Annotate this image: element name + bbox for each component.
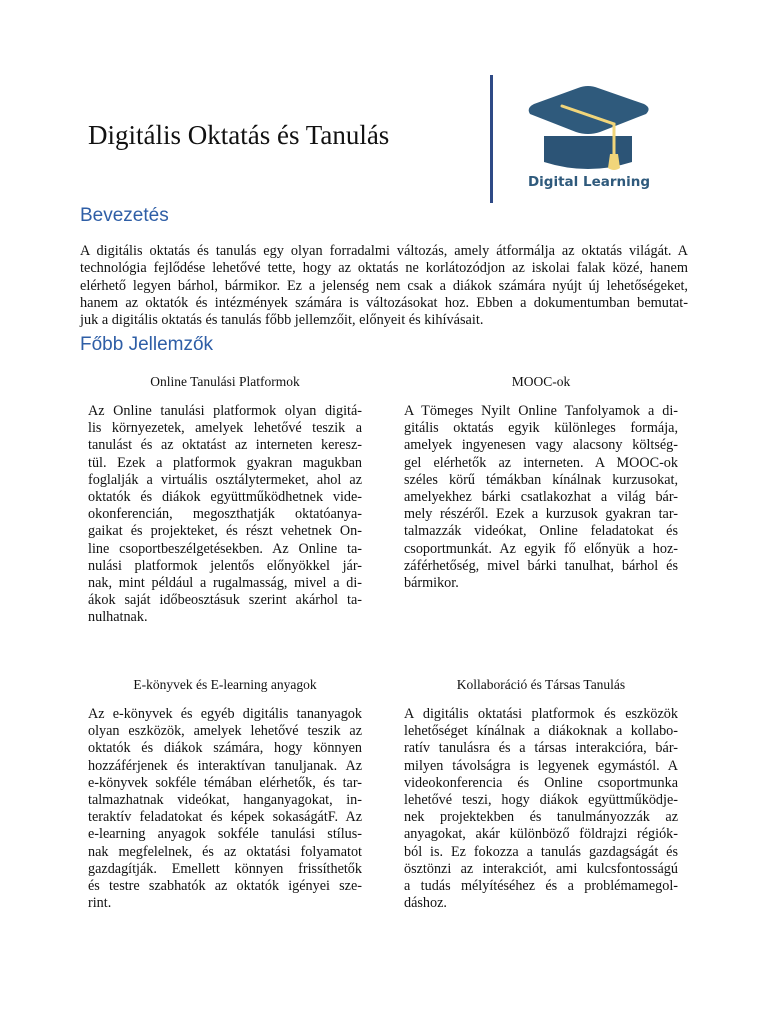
- feature-column: [404, 373, 678, 592]
- text-line: amelyek ingyenesen vagy alacsony költség-: [404, 437, 678, 454]
- text-line: nak, mint például a rugalmasság, mivel a di-: [88, 575, 362, 592]
- text-line: lehetővé teszi, hogy diákok együttműködje-: [404, 792, 678, 809]
- text-line: olyan eszközök, amelyek lehetővé teszik az: [88, 723, 362, 740]
- feature-text: [404, 403, 678, 592]
- text-line: nulhatnak.: [88, 609, 148, 626]
- text-line: tanulást és az oktatást az interneten keresz-: [88, 437, 362, 454]
- text-line: lehetőséget kínálnak a diákoknak a kollabo-: [404, 723, 678, 740]
- text-line: lis környezetek, amelyek lehetővé teszik a: [88, 420, 362, 437]
- text-line: okonferencián, megoszthatják oktatóanya-: [88, 506, 362, 523]
- feature-text: [88, 403, 362, 627]
- text-line: foglalják a virtuális osztálytermeket, ahol az: [88, 471, 362, 488]
- text-line: ösztönzi az interakciót, ami kulcsfontosságú: [404, 860, 678, 877]
- feature-text: [404, 706, 678, 912]
- text-line: talmazhatnak videókat, hanganyagokat, in-: [88, 792, 362, 809]
- text-line: dáshoz.: [404, 895, 447, 912]
- feature-column: [88, 373, 362, 627]
- text-line: line csoportbeszélgetésekben. Az Online ta-: [88, 540, 362, 557]
- text-line: elérhető legyen bárhol, bármikor. Ez a jelenség nem csak a diákok számára nyújt új lehetőségeket,: [80, 277, 688, 294]
- text-line: bármikor.: [404, 575, 459, 592]
- text-line: csoportmunkát. Az egyik fő előnyük a hoz-: [404, 540, 678, 557]
- text-line: technológia fejlődése lehetővé tette, hogy az oktatás ne korlátozódjon az iskolai falak közé, hanem: [80, 260, 688, 277]
- text-line: juk a digitális oktatás és tanulás főbb jellemzőit, előnyeit és kihívásait.: [80, 312, 484, 329]
- text-line: záférhetőség, mivel bárki tanulhat, bárhol és: [404, 557, 678, 574]
- header-divider: [490, 75, 493, 203]
- text-line: tül. Ezek a platformok gyakran magukban: [88, 454, 362, 471]
- text-line: a tudás mélyítéséhez és a problémamegol-: [404, 878, 678, 895]
- intro-paragraph: [80, 243, 688, 329]
- text-line: oktatók és diákok számára, hogy könnyen: [88, 740, 362, 757]
- feature-column: [88, 676, 362, 912]
- text-line: nulási platformok jelentős előnyökkel jár-: [88, 557, 362, 574]
- text-line: A digitális oktatási platformok és eszközök: [404, 706, 678, 722]
- text-line: és testre szabhatók az oktatók igényei sze-: [88, 878, 362, 895]
- text-line: gaikat és projekteket, és részt vehetnek On-: [88, 523, 362, 540]
- section-heading-intro: Bevezetés: [80, 205, 169, 226]
- document-title: Digitális Oktatás és Tanulás: [88, 120, 390, 150]
- text-line: hanem az oktatók és intézmények számára is változásokat hoz. Ebben a dokumentumban bemutat-: [80, 294, 688, 311]
- text-line: A Tömeges Nyilt Online Tanfolyamok a di-: [404, 403, 678, 419]
- text-line: anyagokat, akár különböző földrajzi régiók-: [404, 826, 678, 843]
- text-line: széles körű témákban kínálnak kurzusokat,: [404, 471, 678, 488]
- text-line: ákok saját időbeosztásuk szerint akárhol ta-: [88, 592, 362, 609]
- text-line: ból is. Ez fokozza a tanulás gazdagságát és: [404, 843, 678, 860]
- text-line: A digitális oktatás és tanulás egy olyan forradalmi változás, amely átformálja az oktatás világát. A: [80, 243, 688, 259]
- text-line: gitális oktatás egyik különleges formája,: [404, 420, 678, 437]
- feature-title: MOOC-ok: [511, 374, 571, 389]
- text-line: mely részéről. Ezek a kurzusok gyakran tar-: [404, 506, 678, 523]
- text-line: Az e-könyvek és egyéb digitális tananyagok: [88, 706, 362, 722]
- text-line: ratív tanulásra és a társas interakcióra, bár-: [404, 740, 678, 757]
- text-line: rint.: [88, 895, 112, 912]
- feature-title: Online Tanulási Platformok: [150, 374, 300, 389]
- text-line: gel elérhetők az interneten. A MOOC-ok: [404, 454, 678, 471]
- logo-text: Digital Learning: [527, 174, 651, 190]
- feature-title: E-könyvek és E-learning anyagok: [133, 677, 317, 692]
- text-line: videokonferencia és Online csoportmunka: [404, 774, 678, 791]
- text-line: hozzáférjenek és interaktívan tanuljanak. Az: [88, 757, 362, 774]
- section-heading-features: Főbb Jellemzők: [80, 334, 214, 355]
- feature-column: [404, 676, 678, 912]
- feature-text: [88, 706, 362, 912]
- text-line: milyen távolságra is legyenek egymástól. A: [404, 757, 678, 774]
- text-line: talmazzák videókat, Online feladatokat és: [404, 523, 678, 540]
- text-line: Az Online tanulási platformok olyan digitá-: [88, 403, 362, 419]
- text-line: e-könyvek sokféle témában elérhetők, és tar-: [88, 774, 362, 791]
- text-line: nak megfelelnek, és az oktatási folyamatot: [88, 843, 362, 860]
- text-line: e-learning anyagok sokféle tanulási stílus-: [88, 826, 362, 843]
- text-line: amelyekhez bárki csatlakozhat a világ bár-: [404, 489, 678, 506]
- feature-title: Kollaboráció és Társas Tanulás: [456, 677, 626, 692]
- text-line: oktatók és diákok együttműködhetnek vide-: [88, 489, 362, 506]
- text-line: teraktív feladatokat és képek sokaságátF. Az: [88, 809, 362, 826]
- text-line: gazdagítják. Emellett könnyen frissíthetők: [88, 860, 362, 877]
- text-line: nek projektekben és tanulmányozzák az: [404, 809, 678, 826]
